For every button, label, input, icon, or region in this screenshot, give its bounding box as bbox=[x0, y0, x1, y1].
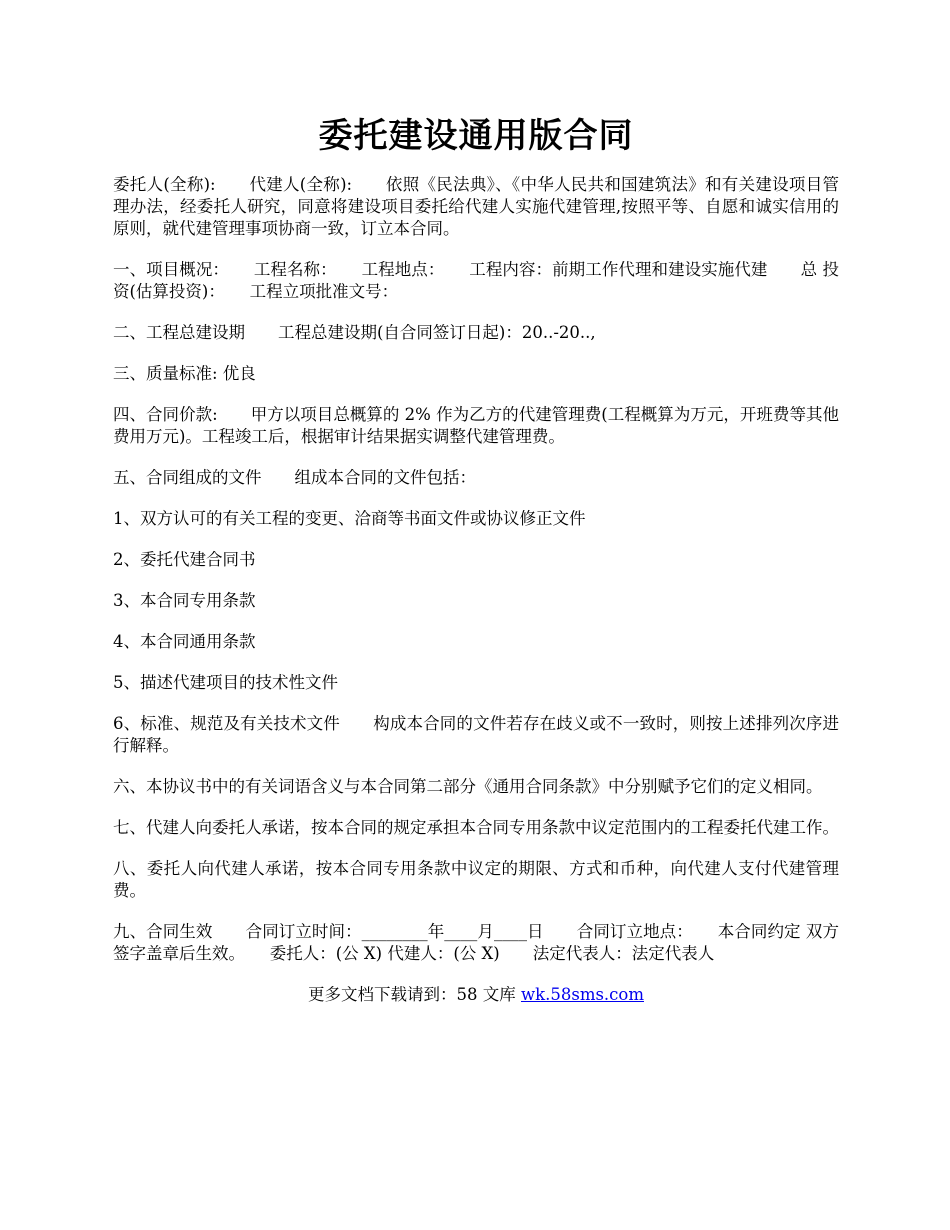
download-footer bbox=[113, 984, 839, 1006]
section-1-project-overview: 一、项目概况： 工程名称： 工程地点： 工程内容：前期工作代理和建设实施代建 总 投 资(估算投资)： 工程立项批准文号： bbox=[113, 260, 839, 301]
document-list-item-6: 6、标准、规范及有关技术文件 构成本合同的文件若存在歧义或不一致时，则按上述排列次序进行解释。 bbox=[113, 714, 839, 755]
footer-text: 更多文档下载请到：58 文库 bbox=[307, 985, 521, 1004]
document-list-item-5: 5、描述代建项目的技术性文件 bbox=[113, 673, 338, 692]
intro-paragraph: 委托人(全称): 代建人(全称): 依照《民法典》、《中华人民共和国建筑法》和有关建设项目管理办法，经委托人研究，同意将建设项目委托给代建人实施代建管理,按照平等、自愿和诚实信用的原则，就代建管理事项协商一致，订立本合同。 bbox=[113, 175, 839, 238]
section-5-contract-documents: 五、合同组成的文件 组成本合同的文件包括： bbox=[113, 468, 476, 487]
document-list-item-3: 3、本合同专用条款 bbox=[113, 591, 256, 610]
download-site-link[interactable]: wk.58sms.com bbox=[520, 985, 644, 1004]
section-2-construction-period: 二、工程总建设期 工程总建设期(自合同签订日起)：20..-20.., bbox=[113, 323, 596, 342]
document-page bbox=[113, 108, 839, 1006]
section-6-definitions: 六、本协议书中的有关词语含义与本合同第二部分《通用合同条款》中分别赋予它们的定义相同。 bbox=[113, 777, 823, 796]
document-list-item-2: 2、委托代建合同书 bbox=[113, 550, 256, 569]
section-3-quality-standard: 三、质量标准: 优良 bbox=[113, 364, 256, 383]
section-7-agent-commitment: 七、代建人向委托人承诺，按本合同的规定承担本合同专用条款中议定范围内的工程委托代建工作。 bbox=[113, 818, 839, 837]
section-9-contract-effect: 九、合同生效 合同订立时间：________年____月____日 合同订立地点： 本合同约定 双方签字盖章后生效。 委托人：(公 X) 代建人：(公 X) 法定代表人：法定代表人 bbox=[113, 922, 839, 963]
document-title: 委托建设通用版合同 bbox=[318, 116, 634, 156]
section-8-client-commitment: 八、委托人向代建人承诺，按本合同专用条款中议定的期限、方式和币种，向代建人支付代建管理费。 bbox=[113, 859, 839, 900]
section-4-contract-price: 四、合同价款: 甲方以项目总概算的 2% 作为乙方的代建管理费(工程概算为万元，开班费等其他费用万元)。工程竣工后，根据审计结果据实调整代建管理费。 bbox=[113, 405, 839, 446]
document-list-item-1: 1、双方认可的有关工程的变更、洽商等书面文件或协议修正文件 bbox=[113, 509, 586, 528]
document-list-item-4: 4、本合同通用条款 bbox=[113, 632, 256, 651]
